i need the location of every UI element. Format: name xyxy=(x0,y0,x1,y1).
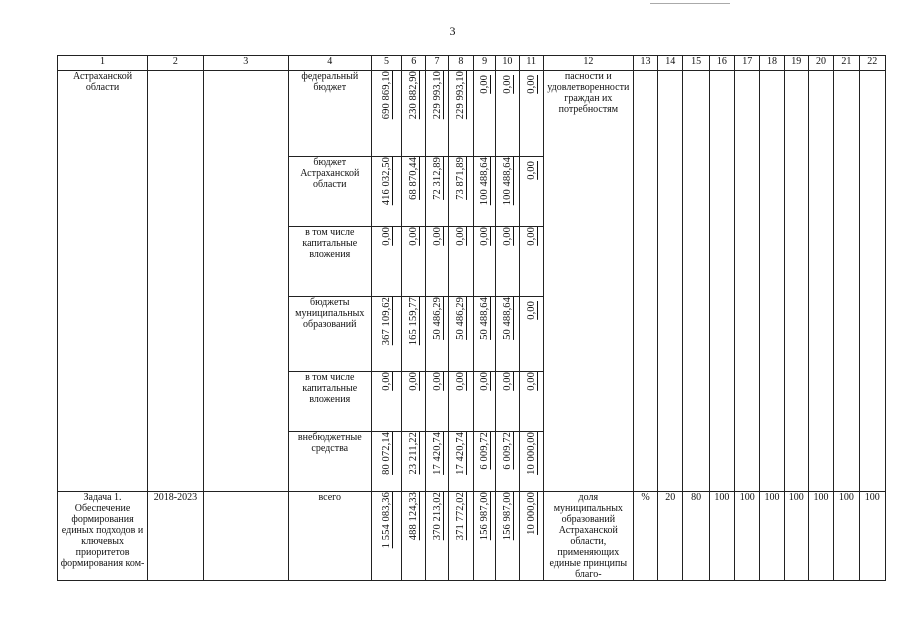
value-cell xyxy=(371,492,401,581)
value-cell: 100 xyxy=(709,492,734,581)
source-cell: в том числе капитальные вложения xyxy=(288,372,371,432)
value-text: 0,00 xyxy=(479,227,491,246)
value-cell xyxy=(519,227,543,297)
value-cell: 100 xyxy=(834,492,859,581)
header-cell: 22 xyxy=(859,56,886,71)
value-cell xyxy=(473,432,495,492)
value-text: 72 312,89 xyxy=(431,157,443,200)
task-cell: Задача 1. Обеспечение формирования единых подходов и ключевых приоритетов формирования ком- xyxy=(58,492,148,581)
header-cell: 12 xyxy=(543,56,633,71)
value-text: 0,00 xyxy=(525,227,537,246)
value-text: 80 072,14 xyxy=(380,432,392,475)
value-text: 0,00 xyxy=(455,372,467,391)
value-text: 6 009,72 xyxy=(479,432,491,470)
value-text: 0,00 xyxy=(501,372,513,391)
value-cell xyxy=(402,71,426,157)
value-text: 50 488,64 xyxy=(501,297,513,340)
empty-cell xyxy=(834,71,859,492)
empty-cell xyxy=(658,71,683,492)
value-text: 68 870,44 xyxy=(408,157,420,200)
value-cell xyxy=(519,432,543,492)
value-text: 0,00 xyxy=(408,372,420,391)
empty-cell xyxy=(709,71,734,492)
value-cell xyxy=(496,157,519,227)
value-cell xyxy=(371,71,401,157)
empty-cell xyxy=(859,71,886,492)
value-text: 50 486,29 xyxy=(431,297,443,340)
header-cell: 21 xyxy=(834,56,859,71)
value-text: 229 993,10 xyxy=(455,71,467,120)
value-cell xyxy=(473,372,495,432)
value-cell xyxy=(371,372,401,432)
value-text: 370 213,02 xyxy=(431,492,443,541)
source-cell: бюджеты муниципальных образований xyxy=(288,297,371,372)
header-cell: 9 xyxy=(473,56,495,71)
budget-table xyxy=(57,55,886,581)
value-cell xyxy=(448,71,473,157)
value-text: 50 488,64 xyxy=(479,297,491,340)
value-cell: 100 xyxy=(760,492,784,581)
value-cell xyxy=(371,227,401,297)
value-text: 156 987,00 xyxy=(501,492,513,541)
region-cell: Астраханской области xyxy=(58,71,148,492)
header-cell: 18 xyxy=(760,56,784,71)
col3-cell xyxy=(203,492,288,581)
header-cell: 19 xyxy=(784,56,808,71)
source-cell: бюджет Астраханской области xyxy=(288,157,371,227)
header-cell: 10 xyxy=(496,56,519,71)
col3-cell xyxy=(203,71,288,492)
value-text: 156 987,00 xyxy=(479,492,491,541)
value-text: 0,00 xyxy=(431,372,443,391)
value-cell xyxy=(473,492,495,581)
value-cell xyxy=(519,71,543,157)
top-line xyxy=(650,3,730,4)
value-cell xyxy=(448,297,473,372)
source-cell: федеральный бюджет xyxy=(288,71,371,157)
value-cell xyxy=(496,297,519,372)
empty-cell xyxy=(735,71,760,492)
value-text: 0,00 xyxy=(501,75,513,94)
value-text: 488 124,33 xyxy=(408,492,420,541)
value-text: 690 869,10 xyxy=(380,71,392,120)
empty-cell xyxy=(633,71,657,492)
value-text: 0,00 xyxy=(455,227,467,246)
empty-cell xyxy=(683,71,709,492)
header-cell: 2 xyxy=(148,56,204,71)
value-cell xyxy=(426,432,448,492)
header-cell: 3 xyxy=(203,56,288,71)
empty-cell xyxy=(808,71,833,492)
value-text: 0,00 xyxy=(525,75,537,94)
value-text: 23 211,22 xyxy=(408,432,420,475)
value-cell xyxy=(426,297,448,372)
value-text: 0,00 xyxy=(525,372,537,391)
table-row xyxy=(58,71,886,157)
value-cell xyxy=(473,157,495,227)
value-text: 100 488,64 xyxy=(479,157,491,206)
header-cell: 5 xyxy=(371,56,401,71)
value-text: 0,00 xyxy=(380,372,392,391)
value-cell xyxy=(496,227,519,297)
value-text: 165 159,77 xyxy=(408,297,420,346)
value-cell xyxy=(402,432,426,492)
page-number: 3 xyxy=(449,24,456,38)
value-cell xyxy=(402,227,426,297)
value-cell xyxy=(448,432,473,492)
header-cell: 16 xyxy=(709,56,734,71)
value-text: 0,00 xyxy=(525,161,537,180)
value-cell xyxy=(519,157,543,227)
header-row xyxy=(58,56,886,71)
value-cell xyxy=(426,492,448,581)
value-text: 416 032,50 xyxy=(380,157,392,206)
value-cell xyxy=(426,227,448,297)
value-text: 10 000,00 xyxy=(525,492,537,535)
value-cell xyxy=(371,432,401,492)
header-cell: 7 xyxy=(426,56,448,71)
value-cell: 20 xyxy=(658,492,683,581)
value-text: 73 871,89 xyxy=(455,157,467,200)
value-cell xyxy=(519,492,543,581)
value-text: 367 109,62 xyxy=(380,297,392,346)
value-text: 1 554 083,36 xyxy=(380,492,392,549)
header-cell: 20 xyxy=(808,56,833,71)
value-cell xyxy=(448,492,473,581)
header-cell: 14 xyxy=(658,56,683,71)
value-text: 17 420,74 xyxy=(431,432,443,475)
value-cell xyxy=(473,227,495,297)
header-cell: 4 xyxy=(288,56,371,71)
indicator-cell: пасности и удовлетворенности граждан их потребностям xyxy=(543,71,633,492)
source-cell: всего xyxy=(288,492,371,581)
value-cell xyxy=(496,432,519,492)
table-row xyxy=(58,492,886,581)
value-text: 229 993,10 xyxy=(431,71,443,120)
header-cell: 15 xyxy=(683,56,709,71)
value-text: 0,00 xyxy=(431,227,443,246)
value-text: 6 009,72 xyxy=(501,432,513,470)
value-cell xyxy=(496,492,519,581)
value-text: 371 772,02 xyxy=(455,492,467,541)
value-cell: 100 xyxy=(859,492,886,581)
empty-cell xyxy=(784,71,808,492)
value-cell xyxy=(426,71,448,157)
value-cell xyxy=(496,71,519,157)
value-cell xyxy=(448,227,473,297)
value-cell xyxy=(402,297,426,372)
header-cell: 6 xyxy=(402,56,426,71)
value-text: 0,00 xyxy=(408,227,420,246)
empty-cell xyxy=(760,71,784,492)
value-cell xyxy=(448,157,473,227)
value-cell xyxy=(402,492,426,581)
value-cell xyxy=(371,157,401,227)
value-cell xyxy=(402,372,426,432)
value-cell xyxy=(496,372,519,432)
value-text: 17 420,74 xyxy=(455,432,467,475)
value-cell xyxy=(426,372,448,432)
value-text: 100 488,64 xyxy=(501,157,513,206)
value-text: 0,00 xyxy=(501,227,513,246)
value-cell xyxy=(402,157,426,227)
header-cell: 8 xyxy=(448,56,473,71)
period-cell xyxy=(148,71,204,492)
value-text: 50 486,29 xyxy=(455,297,467,340)
indicator-cell: доля муниципальных образований Астраханской области, применяющих единые принципы благо- xyxy=(543,492,633,581)
value-text: 10 000,00 xyxy=(525,432,537,475)
value-cell: 100 xyxy=(808,492,833,581)
header-cell: 17 xyxy=(735,56,760,71)
source-cell: внебюджетные средства xyxy=(288,432,371,492)
value-cell: 100 xyxy=(735,492,760,581)
value-cell xyxy=(473,297,495,372)
value-cell xyxy=(426,157,448,227)
header-cell: 1 xyxy=(58,56,148,71)
value-text: 230 882,90 xyxy=(408,71,420,120)
value-text: 0,00 xyxy=(479,75,491,94)
source-cell: в том числе капитальные вложения xyxy=(288,227,371,297)
value-text: 0,00 xyxy=(479,372,491,391)
value-cell xyxy=(473,71,495,157)
header-cell: 11 xyxy=(519,56,543,71)
period-cell: 2018-2023 xyxy=(148,492,204,581)
value-cell xyxy=(448,372,473,432)
value-text: 0,00 xyxy=(525,301,537,320)
unit-cell: % xyxy=(633,492,657,581)
value-cell xyxy=(519,297,543,372)
value-text: 0,00 xyxy=(380,227,392,246)
header-cell: 13 xyxy=(633,56,657,71)
value-cell xyxy=(519,372,543,432)
value-cell: 100 xyxy=(784,492,808,581)
value-cell: 80 xyxy=(683,492,709,581)
value-cell xyxy=(371,297,401,372)
